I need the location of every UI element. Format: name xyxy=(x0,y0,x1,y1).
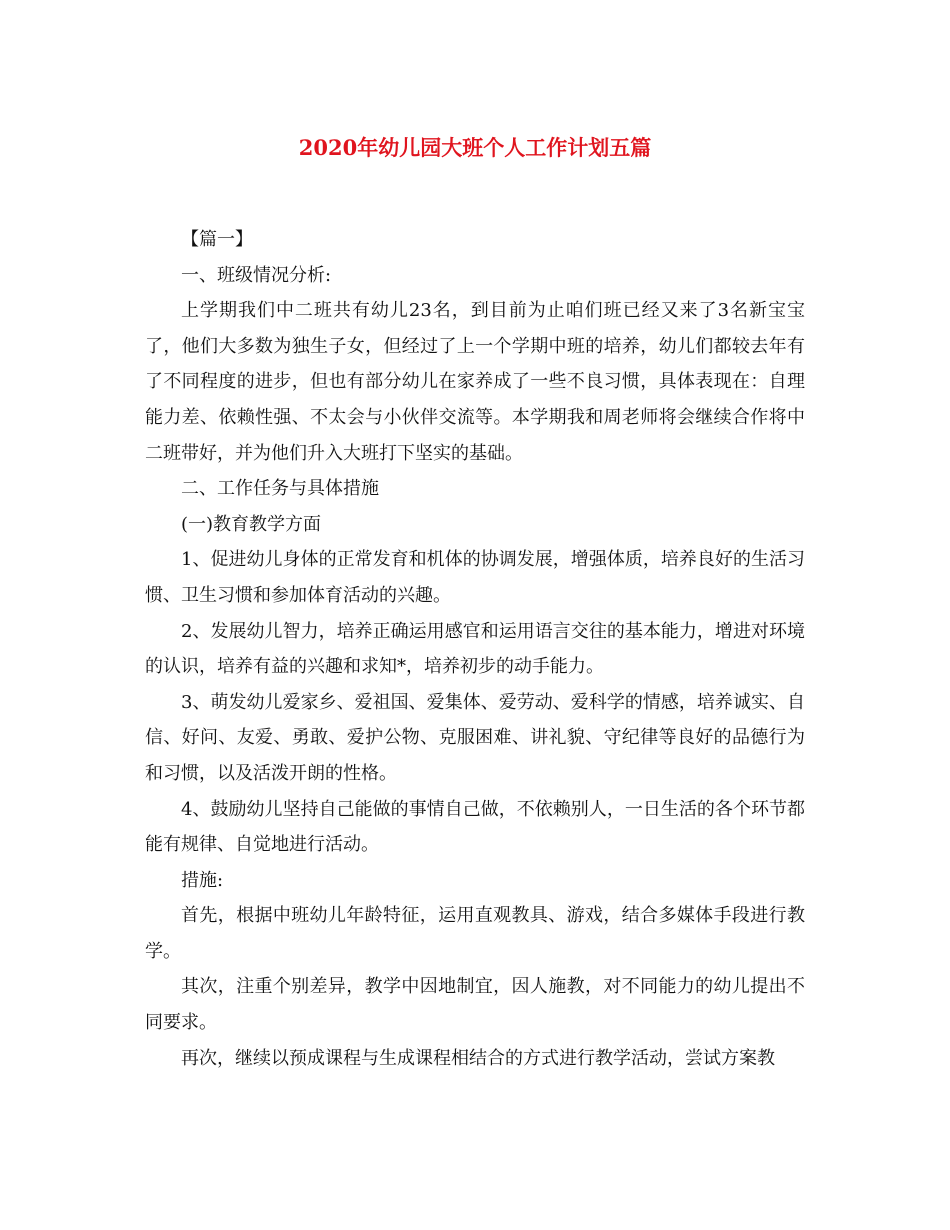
section-heading: 【篇一】 xyxy=(181,229,253,250)
measure-second: 其次，注重个别差异，教学中因地制宜，因人施教，对不同能力的幼儿提出不同要求。 xyxy=(145,976,805,1034)
subheading-education: (一)教育教学方面 xyxy=(181,513,322,535)
subheading-class-analysis: 一、班级情况分析: xyxy=(181,264,332,286)
list-item-1: 1、促进幼儿身体的正常发育和机体的协调发展，增强体质，培养良好的生活习惯、卫生习惯和参加体育活动的兴趣。 xyxy=(145,549,805,606)
measures-label: 措施: xyxy=(181,869,224,891)
measure-first: 首先，根据中班幼儿年龄特征，运用直观教具、游戏，结合多媒体手段进行教学。 xyxy=(145,905,805,962)
document-title: 2020年幼儿园大班个人工作计划五篇 xyxy=(298,135,652,160)
list-item-4: 4、鼓励幼儿坚持自己能做的事情自己做，不依赖别人，一日生活的各个环节都能有规律、自觉地进行活动。 xyxy=(145,798,805,856)
subheading-tasks-measures: 二、工作任务与具体措施 xyxy=(181,478,379,500)
document-body xyxy=(145,222,805,1076)
paragraph-class-situation: 上学期我们中二班共有幼儿23名，到目前为止咱们班已经又来了3名新宝宝了，他们大多数为独生子女，但经过了上一个学期中班的培养，幼儿们都较去年有了不同程度的进步，但也有部分幼儿在家养成了一些不良习惯，具体表现在：自理能力差、依赖性强、不太会与小伙伴交流等。本学期我和周老师将会继续合作将中二班带好，并为他们升入大班打下坚实的基础。 xyxy=(145,300,805,464)
measure-third: 再次，继续以预成课程与生成课程相结合的方式进行教学活动，尝试方案教 xyxy=(181,1047,775,1069)
list-item-3: 3、萌发幼儿爱家乡、爱祖国、爱集体、爱劳动、爱科学的情感，培养诚实、自信、好问、友爱、勇敢、爱护公物、克服困难、讲礼貌、守纪律等良好的品德行为和习惯，以及活泼开朗的性格。 xyxy=(145,691,805,784)
list-item-2: 2、发展幼儿智力，培养正确运用感官和运用语言交往的基本能力，增进对环境的认识，培养有益的兴趣和求知*，培养初步的动手能力。 xyxy=(145,620,805,678)
